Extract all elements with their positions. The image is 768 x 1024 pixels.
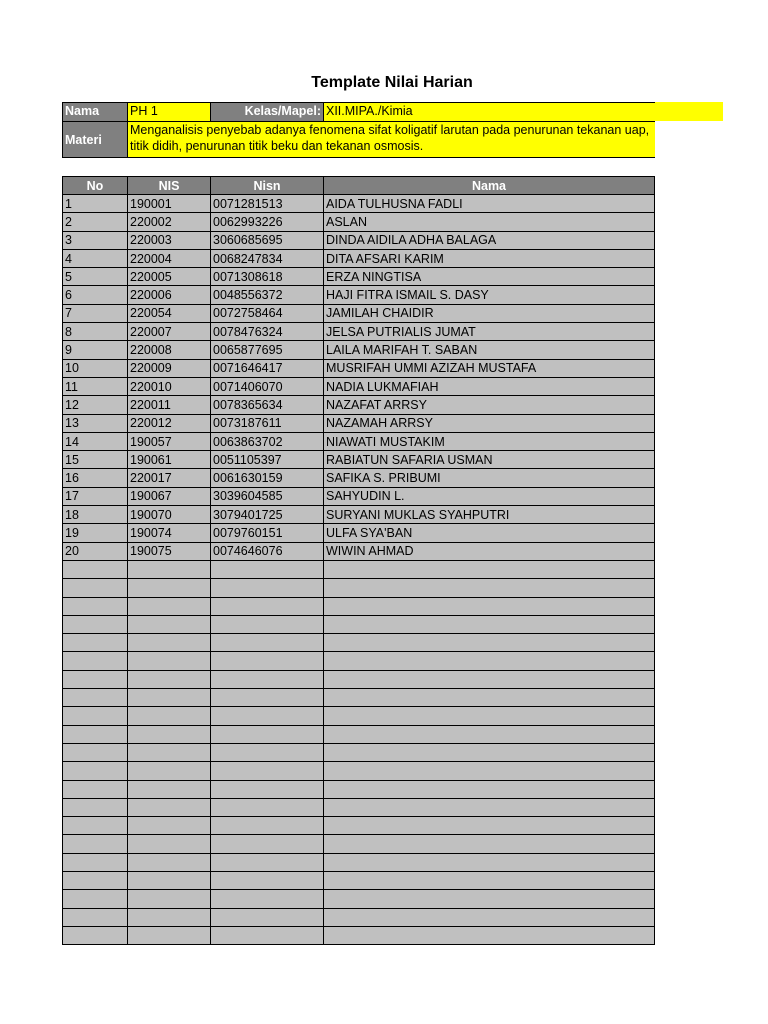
empty-row: [63, 689, 655, 707]
cell-nis[interactable]: 220017: [128, 469, 211, 487]
empty-row: [63, 670, 655, 688]
empty-cell[interactable]: [128, 817, 211, 835]
cell-nis[interactable]: 220010: [128, 377, 211, 395]
cell-no[interactable]: 15: [63, 451, 128, 469]
cell-nisn[interactable]: 0051105397: [211, 451, 324, 469]
header-no: No: [63, 177, 128, 195]
cell-nis[interactable]: 190067: [128, 487, 211, 505]
empty-cell[interactable]: [63, 560, 128, 578]
table-row: [63, 414, 655, 432]
empty-cell[interactable]: [128, 743, 211, 761]
cell-nama[interactable]: ERZA NINGTISA: [324, 268, 655, 286]
empty-cell[interactable]: [324, 615, 655, 633]
cell-nama[interactable]: HAJI FITRA ISMAIL S. DASY: [324, 286, 655, 304]
cell-nis[interactable]: 220004: [128, 249, 211, 267]
empty-row: [63, 743, 655, 761]
empty-row: [63, 707, 655, 725]
empty-row: [63, 579, 655, 597]
table-row: [63, 304, 655, 322]
empty-row: [63, 817, 655, 835]
empty-cell[interactable]: [324, 762, 655, 780]
table-header-row: [63, 177, 655, 195]
empty-cell[interactable]: [211, 908, 324, 926]
table-row: [63, 213, 655, 231]
empty-cell[interactable]: [324, 798, 655, 816]
cell-no[interactable]: 2: [63, 213, 128, 231]
header-nama: Nama: [324, 177, 655, 195]
cell-nama[interactable]: AIDA TULHUSNA FADLI: [324, 195, 655, 213]
cell-nis[interactable]: 220008: [128, 341, 211, 359]
table-row: [63, 286, 655, 304]
student-table: [62, 176, 655, 945]
cell-nama[interactable]: JAMILAH CHAIDIR: [324, 304, 655, 322]
materi-line-2: titik didih, penurunan titik beku dan tekanan osmosis.: [130, 139, 424, 153]
table-row: [63, 231, 655, 249]
empty-cell[interactable]: [128, 725, 211, 743]
empty-row: [63, 634, 655, 652]
empty-cell[interactable]: [211, 634, 324, 652]
empty-cell[interactable]: [211, 597, 324, 615]
cell-nis[interactable]: 220009: [128, 359, 211, 377]
empty-cell[interactable]: [324, 871, 655, 889]
cell-nama[interactable]: NAZAMAH ARRSY: [324, 414, 655, 432]
table-row: [63, 323, 655, 341]
empty-cell[interactable]: [128, 670, 211, 688]
empty-cell[interactable]: [324, 817, 655, 835]
empty-cell[interactable]: [324, 926, 655, 944]
materi-line-1: Menganalisis penyebab adanya fenomena sifat koligatif larutan pada penurunan tekanan uap,: [130, 123, 650, 137]
cell-no[interactable]: 8: [63, 323, 128, 341]
empty-cell[interactable]: [63, 725, 128, 743]
cell-nisn[interactable]: 0079760151: [211, 524, 324, 542]
cell-nama[interactable]: DITA AFSARI KARIM: [324, 249, 655, 267]
table-row: [63, 487, 655, 505]
kelas-label: Kelas/Mapel:: [211, 103, 324, 122]
empty-cell[interactable]: [63, 798, 128, 816]
cell-nisn[interactable]: 3039604585: [211, 487, 324, 505]
empty-cell[interactable]: [63, 890, 128, 908]
empty-cell[interactable]: [63, 689, 128, 707]
empty-cell[interactable]: [128, 652, 211, 670]
cell-nama[interactable]: LAILA MARIFAH T. SABAN: [324, 341, 655, 359]
empty-cell[interactable]: [324, 890, 655, 908]
cell-no[interactable]: 19: [63, 524, 128, 542]
cell-nisn[interactable]: 3079401725: [211, 506, 324, 524]
cell-no[interactable]: 13: [63, 414, 128, 432]
cell-nisn[interactable]: 0072758464: [211, 304, 324, 322]
cell-nisn[interactable]: 0071406070: [211, 377, 324, 395]
empty-cell[interactable]: [63, 670, 128, 688]
cell-nama[interactable]: DINDA AIDILA ADHA BALAGA: [324, 231, 655, 249]
cell-nisn[interactable]: 0063863702: [211, 432, 324, 450]
empty-cell[interactable]: [324, 853, 655, 871]
nama-value[interactable]: PH 1: [128, 103, 211, 122]
cell-no[interactable]: 12: [63, 396, 128, 414]
cell-nis[interactable]: 190001: [128, 195, 211, 213]
empty-row: [63, 652, 655, 670]
table-row: [63, 524, 655, 542]
empty-cell[interactable]: [128, 780, 211, 798]
cell-nama[interactable]: WIWIN AHMAD: [324, 542, 655, 560]
cell-nisn[interactable]: 0065877695: [211, 341, 324, 359]
empty-row: [63, 926, 655, 944]
cell-nis[interactable]: 190074: [128, 524, 211, 542]
cell-no[interactable]: 14: [63, 432, 128, 450]
empty-cell[interactable]: [211, 689, 324, 707]
table-row: [63, 396, 655, 414]
empty-cell[interactable]: [324, 743, 655, 761]
empty-cell[interactable]: [128, 634, 211, 652]
empty-cell[interactable]: [211, 743, 324, 761]
table-row: [63, 268, 655, 286]
empty-cell[interactable]: [63, 707, 128, 725]
empty-cell[interactable]: [324, 725, 655, 743]
empty-cell[interactable]: [63, 743, 128, 761]
cell-no[interactable]: 9: [63, 341, 128, 359]
empty-cell[interactable]: [128, 853, 211, 871]
empty-cell[interactable]: [211, 817, 324, 835]
empty-cell[interactable]: [324, 780, 655, 798]
empty-cell[interactable]: [211, 615, 324, 633]
empty-row: [63, 725, 655, 743]
empty-row: [63, 908, 655, 926]
cell-no[interactable]: 3: [63, 231, 128, 249]
materi-label: Materi: [63, 122, 128, 158]
cell-nis[interactable]: 220003: [128, 231, 211, 249]
empty-cell[interactable]: [63, 615, 128, 633]
empty-cell[interactable]: [324, 579, 655, 597]
empty-cell[interactable]: [63, 871, 128, 889]
cell-nama[interactable]: MUSRIFAH UMMI AZIZAH MUSTAFA: [324, 359, 655, 377]
empty-cell[interactable]: [128, 597, 211, 615]
cell-nisn[interactable]: 0073187611: [211, 414, 324, 432]
empty-cell[interactable]: [211, 652, 324, 670]
cell-no[interactable]: 4: [63, 249, 128, 267]
table-row: [63, 451, 655, 469]
cell-nama[interactable]: SAFIKA S. PRIBUMI: [324, 469, 655, 487]
empty-cell[interactable]: [128, 579, 211, 597]
empty-cell[interactable]: [211, 853, 324, 871]
empty-cell[interactable]: [211, 780, 324, 798]
cell-no[interactable]: 7: [63, 304, 128, 322]
table-row: [63, 341, 655, 359]
table-row: [63, 432, 655, 450]
cell-nisn[interactable]: 0078365634: [211, 396, 324, 414]
empty-row: [63, 597, 655, 615]
empty-cell[interactable]: [324, 560, 655, 578]
empty-cell[interactable]: [211, 725, 324, 743]
table-row: [63, 542, 655, 560]
empty-cell[interactable]: [128, 890, 211, 908]
cell-nama[interactable]: SURYANI MUKLAS SYAHPUTRI: [324, 506, 655, 524]
cell-nis[interactable]: 220002: [128, 213, 211, 231]
empty-cell[interactable]: [324, 689, 655, 707]
cell-nis[interactable]: 190070: [128, 506, 211, 524]
header-nis: NIS: [128, 177, 211, 195]
empty-cell[interactable]: [211, 560, 324, 578]
cell-no[interactable]: 16: [63, 469, 128, 487]
cell-nama[interactable]: SAHYUDIN L.: [324, 487, 655, 505]
empty-cell[interactable]: [128, 762, 211, 780]
empty-cell[interactable]: [128, 798, 211, 816]
empty-row: [63, 871, 655, 889]
empty-cell[interactable]: [324, 670, 655, 688]
empty-cell[interactable]: [211, 798, 324, 816]
cell-nisn[interactable]: 0062993226: [211, 213, 324, 231]
empty-cell[interactable]: [211, 926, 324, 944]
empty-row: [63, 798, 655, 816]
cell-no[interactable]: 1: [63, 195, 128, 213]
cell-nisn[interactable]: 0068247834: [211, 249, 324, 267]
empty-cell[interactable]: [211, 707, 324, 725]
cell-nisn[interactable]: 0074646076: [211, 542, 324, 560]
page-title: Template Nilai Harian: [311, 74, 473, 91]
empty-cell[interactable]: [324, 652, 655, 670]
empty-row: [63, 890, 655, 908]
cell-nisn[interactable]: 0061630159: [211, 469, 324, 487]
empty-cell[interactable]: [63, 762, 128, 780]
empty-cell[interactable]: [63, 780, 128, 798]
cell-nis[interactable]: 220054: [128, 304, 211, 322]
empty-cell[interactable]: [63, 817, 128, 835]
empty-cell[interactable]: [63, 908, 128, 926]
cell-no[interactable]: 6: [63, 286, 128, 304]
empty-row: [63, 853, 655, 871]
empty-cell[interactable]: [128, 908, 211, 926]
cell-nama[interactable]: NIAWATI MUSTAKIM: [324, 432, 655, 450]
cell-nama[interactable]: NADIA LUKMAFIAH: [324, 377, 655, 395]
table-row: [63, 249, 655, 267]
cell-no[interactable]: 20: [63, 542, 128, 560]
cell-nis[interactable]: 220006: [128, 286, 211, 304]
empty-row: [63, 560, 655, 578]
cell-no[interactable]: 11: [63, 377, 128, 395]
empty-cell[interactable]: [211, 579, 324, 597]
cell-nis[interactable]: 190075: [128, 542, 211, 560]
highlight-extension: [654, 102, 723, 121]
cell-nama[interactable]: ULFA SYA'BAN: [324, 524, 655, 542]
cell-nis[interactable]: 190057: [128, 432, 211, 450]
empty-row: [63, 780, 655, 798]
empty-cell[interactable]: [324, 707, 655, 725]
empty-cell[interactable]: [324, 597, 655, 615]
cell-no[interactable]: 17: [63, 487, 128, 505]
empty-cell[interactable]: [128, 615, 211, 633]
materi-value[interactable]: [128, 122, 655, 158]
table-row: [63, 359, 655, 377]
cell-nis[interactable]: 190061: [128, 451, 211, 469]
empty-cell[interactable]: [128, 560, 211, 578]
empty-cell[interactable]: [63, 853, 128, 871]
cell-nis[interactable]: 220011: [128, 396, 211, 414]
table-row: [63, 506, 655, 524]
cell-nama[interactable]: ASLAN: [324, 213, 655, 231]
empty-cell[interactable]: [324, 835, 655, 853]
cell-nama[interactable]: JELSA PUTRIALIS JUMAT: [324, 323, 655, 341]
cell-nis[interactable]: 220007: [128, 323, 211, 341]
empty-cell[interactable]: [63, 652, 128, 670]
cell-nisn[interactable]: 0071308618: [211, 268, 324, 286]
empty-cell[interactable]: [211, 670, 324, 688]
info-table: [62, 102, 655, 158]
table-row: [63, 195, 655, 213]
cell-nis[interactable]: 220012: [128, 414, 211, 432]
cell-nisn[interactable]: 3060685695: [211, 231, 324, 249]
cell-nama[interactable]: RABIATUN SAFARIA USMAN: [324, 451, 655, 469]
empty-row: [63, 615, 655, 633]
cell-no[interactable]: 10: [63, 359, 128, 377]
empty-cell[interactable]: [324, 908, 655, 926]
empty-cell[interactable]: [63, 597, 128, 615]
cell-no[interactable]: 18: [63, 506, 128, 524]
empty-cell[interactable]: [63, 926, 128, 944]
cell-nama[interactable]: NAZAFAT ARRSY: [324, 396, 655, 414]
empty-cell[interactable]: [128, 926, 211, 944]
header-nisn: Nisn: [211, 177, 324, 195]
empty-row: [63, 762, 655, 780]
empty-cell[interactable]: [211, 835, 324, 853]
table-row: [63, 377, 655, 395]
cell-nisn[interactable]: 0071646417: [211, 359, 324, 377]
empty-row: [63, 835, 655, 853]
cell-nisn[interactable]: 0048556372: [211, 286, 324, 304]
empty-cell[interactable]: [128, 835, 211, 853]
table-row: [63, 469, 655, 487]
cell-nisn[interactable]: 0071281513: [211, 195, 324, 213]
cell-nis[interactable]: 220005: [128, 268, 211, 286]
empty-cell[interactable]: [63, 634, 128, 652]
empty-cell[interactable]: [211, 890, 324, 908]
table-body: [63, 195, 655, 945]
empty-cell[interactable]: [211, 762, 324, 780]
empty-cell[interactable]: [128, 707, 211, 725]
empty-cell[interactable]: [63, 835, 128, 853]
empty-cell[interactable]: [128, 689, 211, 707]
cell-nisn[interactable]: 0078476324: [211, 323, 324, 341]
kelas-value[interactable]: XII.MIPA./Kimia: [324, 103, 655, 122]
empty-cell[interactable]: [63, 579, 128, 597]
empty-cell[interactable]: [211, 871, 324, 889]
cell-no[interactable]: 5: [63, 268, 128, 286]
empty-cell[interactable]: [324, 634, 655, 652]
nama-label: Nama: [63, 103, 128, 122]
empty-cell[interactable]: [128, 871, 211, 889]
